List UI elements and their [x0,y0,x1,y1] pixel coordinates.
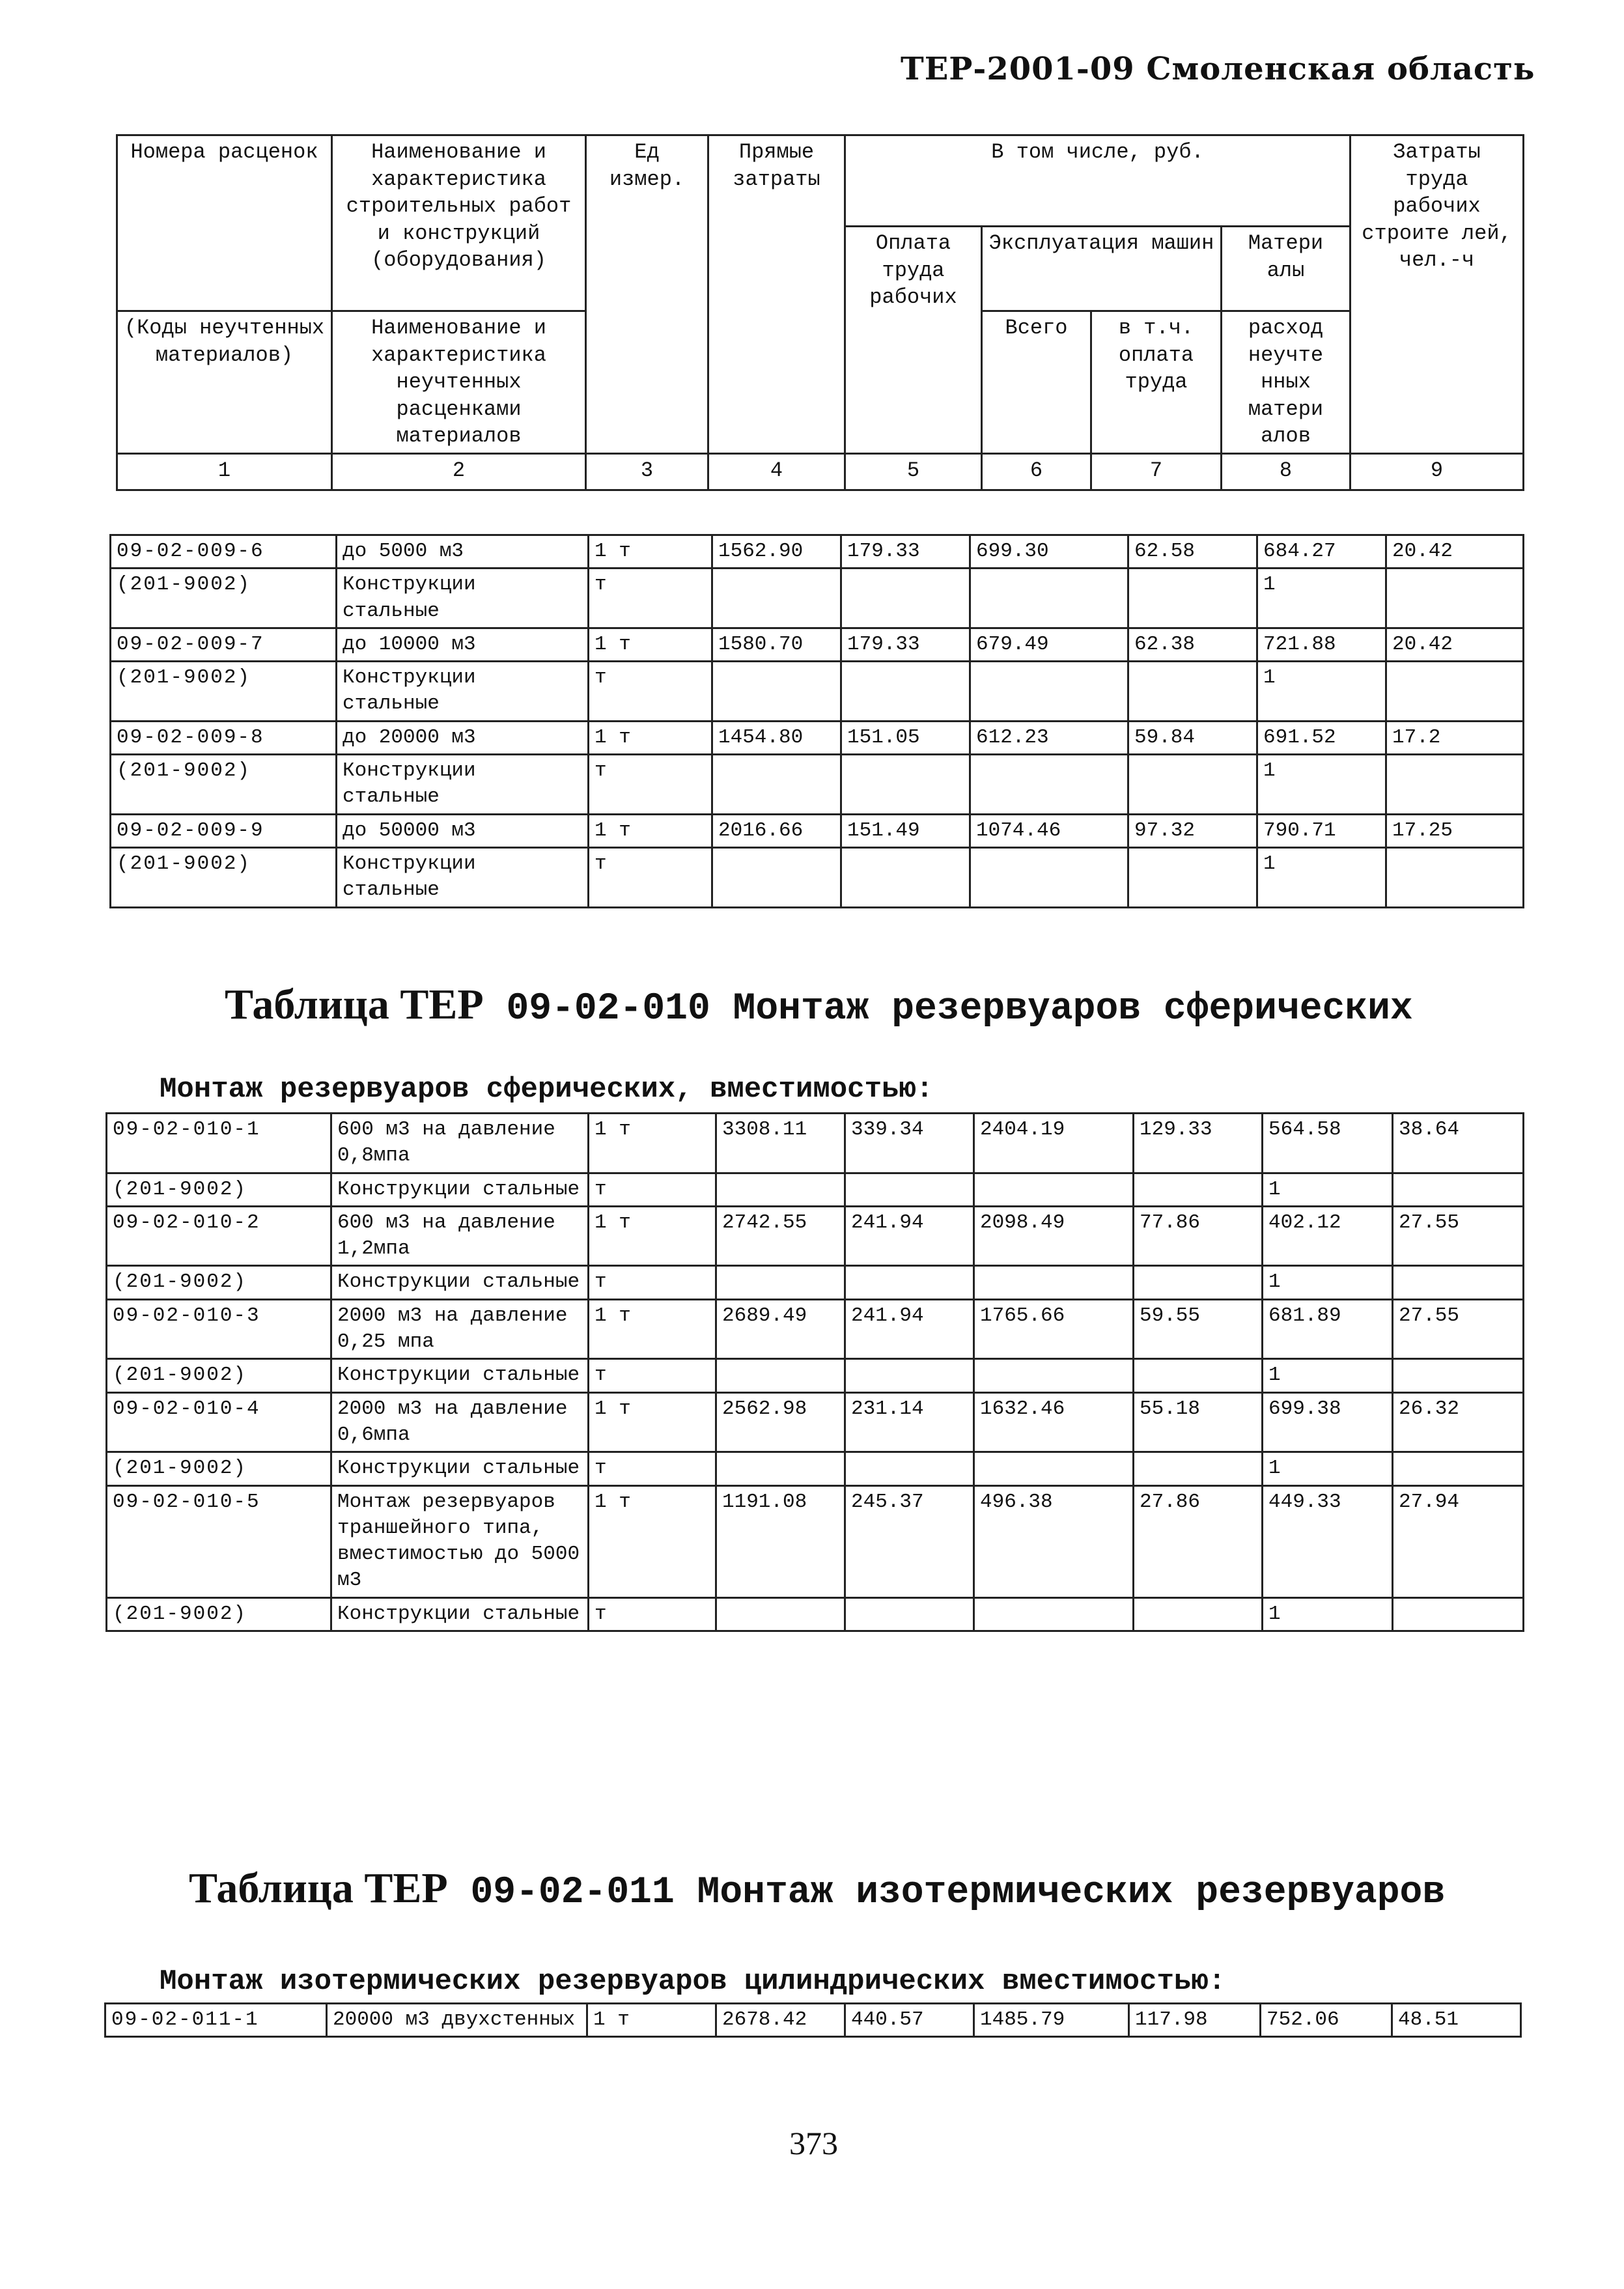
cell-hours [1393,1452,1524,1485]
cell-hours: 17.2 [1386,721,1524,754]
header-labor-hours: Затраты труда рабочих строите лей, чел.-ч [1351,135,1524,454]
cell-unit: т [589,755,712,815]
cell-code: 09-02-009-9 [111,814,337,847]
cell-code: (201-9002) [107,1173,331,1206]
cell-materials: 681.89 [1263,1299,1393,1359]
cell-machine-labor: 59.55 [1134,1299,1263,1359]
cell-labor: 241.94 [845,1299,974,1359]
cell-unit: 1 т [589,721,712,754]
cell-labor [845,1173,974,1206]
cell-unit: 1 т [589,1206,716,1266]
cell-hours [1393,1266,1524,1299]
cell-unit: т [589,1266,716,1299]
cell-machines [970,569,1128,628]
cell-unit: 1 т [589,1392,716,1452]
table-row [107,1114,1524,1173]
cell-machines: 2404.19 [974,1114,1134,1173]
cell-unit: 1 т [589,1299,716,1359]
cell-code: 09-02-011-1 [105,2004,327,2037]
cell-code: 09-02-010-4 [107,1392,331,1452]
table-body [107,1114,1524,1631]
table-row [107,1452,1524,1485]
cell-code: (201-9002) [111,569,337,628]
cell-code: 09-02-009-7 [111,628,337,661]
header-unit: Ед измер. [586,135,708,454]
cell-hours [1386,662,1524,722]
cell-hours: 27.55 [1393,1299,1524,1359]
cell-name: 2000 м3 на давление 0,6мпа [331,1392,589,1452]
cell-code: (201-9002) [111,847,337,907]
table-row [111,721,1524,754]
cell-machines [974,1266,1134,1299]
cell-direct [712,569,841,628]
column-number: 8 [1222,453,1351,490]
cell-code: 09-02-009-6 [111,535,337,569]
cell-labor: 231.14 [845,1392,974,1452]
cell-materials: 564.58 [1263,1114,1393,1173]
section-title-lead: Таблица ТЕР [225,981,484,1028]
cell-labor: 440.57 [845,2004,974,2037]
column-number: 3 [586,453,708,490]
cell-name: Конструкции стальные [337,569,589,628]
cell-unit: 1 т [589,1485,716,1597]
cell-materials: 691.52 [1257,721,1386,754]
cell-labor: 151.49 [841,814,970,847]
cell-machines [974,1597,1134,1631]
cell-code: (201-9002) [111,662,337,722]
cell-machines: 699.30 [970,535,1128,569]
cell-machines [974,1359,1134,1392]
cell-labor: 245.37 [845,1485,974,1597]
cell-direct: 2742.55 [716,1206,845,1266]
cell-machine-labor [1134,1452,1263,1485]
cell-machines [970,662,1128,722]
cell-name: 20000 м3 двухстенных [327,2004,587,2037]
cell-labor [845,1452,974,1485]
cell-machine-labor: 27.86 [1134,1485,1263,1597]
cell-materials: 1 [1263,1173,1393,1206]
cell-machines: 679.49 [970,628,1128,661]
table-row [105,2004,1521,2037]
header-material-consumption: расход неучте нных матери алов [1222,311,1351,454]
rates-table-09-02-009 [109,534,1524,908]
cell-unit: т [589,847,712,907]
cell-machine-labor [1134,1359,1263,1392]
cell-direct: 1562.90 [712,535,841,569]
cell-unit: т [589,1452,716,1485]
header-machine-labor: в т.ч. оплата труда [1091,311,1222,454]
header-material-name: Наименование и характеристика неучтенных расценками материалов [332,311,586,454]
section-title-09-02-010 [225,980,1413,1030]
table-row [111,755,1524,815]
cell-hours: 38.64 [1393,1114,1524,1173]
section-title-09-02-011 [189,1864,1445,1914]
cell-name: Конструкции стальные [331,1452,589,1485]
cell-materials: 1 [1257,662,1386,722]
table-row [111,814,1524,847]
cell-machine-labor: 59.84 [1128,721,1257,754]
cell-unit: 1 т [587,2004,716,2037]
column-number-row [117,453,1524,490]
table-row [111,569,1524,628]
cell-materials: 1 [1257,755,1386,815]
table-row [107,1173,1524,1206]
table-row [111,628,1524,661]
cell-hours: 27.94 [1393,1485,1524,1597]
cell-labor [841,755,970,815]
cell-unit: т [589,662,712,722]
cell-direct [716,1597,845,1631]
cell-hours [1393,1359,1524,1392]
cell-machines: 1765.66 [974,1299,1134,1359]
cell-name: до 10000 м3 [337,628,589,661]
section-title-lead: Таблица ТЕР [189,1864,448,1912]
cell-materials: 449.33 [1263,1485,1393,1597]
cell-hours [1386,569,1524,628]
cell-name: Конструкции стальные [331,1359,589,1392]
header-work-name: Наименование и характеристика строительных работ и конструкций (оборудования) [332,135,586,311]
cell-materials: 721.88 [1257,628,1386,661]
cell-machines [974,1452,1134,1485]
header-machine-total: Всего [982,311,1091,454]
cell-hours: 20.42 [1386,535,1524,569]
cell-machine-labor [1134,1597,1263,1631]
section-title-text: 09-02-011 Монтаж изотермических резервуаров [470,1872,1446,1914]
page-number: 373 [789,2125,838,2161]
table-row [107,1597,1524,1631]
header-rate-numbers-cont [117,227,332,311]
header-materials: Матери алы [1222,227,1351,311]
cell-materials: 1 [1263,1452,1393,1485]
cell-hours: 27.55 [1393,1206,1524,1266]
cell-code: 09-02-009-8 [111,721,337,754]
cell-direct: 2689.49 [716,1299,845,1359]
cell-direct: 1454.80 [712,721,841,754]
cell-machine-labor [1128,569,1257,628]
cell-labor [841,662,970,722]
cell-code: (201-9002) [107,1359,331,1392]
cell-labor: 179.33 [841,628,970,661]
cell-name: Монтаж резервуаров траншейного типа, вместимостью до 5000 м3 [331,1485,589,1597]
cell-name: 600 м3 на давление 1,2мпа [331,1206,589,1266]
table-row [107,1266,1524,1299]
cell-materials: 699.38 [1263,1392,1393,1452]
cell-labor: 151.05 [841,721,970,754]
cell-machines: 1632.46 [974,1392,1134,1452]
table-row [107,1485,1524,1597]
cell-machine-labor: 62.38 [1128,628,1257,661]
column-number: 4 [708,453,845,490]
table-row [111,535,1524,569]
cell-unit: т [589,1359,716,1392]
cell-name: Конструкции стальные [331,1173,589,1206]
cell-code: 09-02-010-1 [107,1114,331,1173]
cell-direct: 2678.42 [716,2004,845,2037]
column-number: 9 [1351,453,1524,490]
cell-machines [970,755,1128,815]
cell-machines [970,847,1128,907]
cell-code: (201-9002) [107,1452,331,1485]
cell-materials: 402.12 [1263,1206,1393,1266]
cell-unit: 1 т [589,1114,716,1173]
cell-hours: 20.42 [1386,628,1524,661]
cell-hours [1386,847,1524,907]
cell-unit: т [589,1597,716,1631]
cell-machine-labor [1134,1266,1263,1299]
cell-code: (201-9002) [107,1597,331,1631]
cell-machines: 612.23 [970,721,1128,754]
header-including-group: В том числе, руб. [845,135,1351,227]
cell-materials: 684.27 [1257,535,1386,569]
document-title: ТЕР-2001-09 Смоленская область [901,51,1535,87]
cell-labor [841,847,970,907]
cell-code: 09-02-010-2 [107,1206,331,1266]
cell-machines: 496.38 [974,1485,1134,1597]
cell-code: (201-9002) [111,755,337,815]
cell-labor [845,1266,974,1299]
cell-direct: 2016.66 [712,814,841,847]
cell-materials: 1 [1263,1597,1393,1631]
cell-direct: 2562.98 [716,1392,845,1452]
cell-direct [712,755,841,815]
column-number: 1 [117,453,332,490]
header-rate-numbers: Номера расценок [117,135,332,227]
cell-direct [716,1173,845,1206]
cell-machine-labor: 97.32 [1128,814,1257,847]
cell-name: Конструкции стальные [331,1597,589,1631]
cell-code: (201-9002) [107,1266,331,1299]
rates-table-09-02-011 [104,2002,1522,2038]
cell-unit: т [589,1173,716,1206]
cell-materials: 790.71 [1257,814,1386,847]
cell-name: до 5000 м3 [337,535,589,569]
cell-hours [1386,755,1524,815]
cell-machines: 1485.79 [974,2004,1129,2037]
cell-direct [716,1359,845,1392]
cell-materials: 1 [1263,1266,1393,1299]
cell-unit: т [589,569,712,628]
table-row [111,662,1524,722]
section-title-text: 09-02-010 Монтаж резервуаров сферических [506,988,1413,1030]
cell-machine-labor [1128,755,1257,815]
cell-labor [845,1597,974,1631]
cell-name: до 20000 м3 [337,721,589,754]
cell-machine-labor [1134,1173,1263,1206]
section-subtitle-09-02-010: Монтаж резервуаров сферических, вместимостью: [160,1073,934,1106]
cell-machines: 1074.46 [970,814,1128,847]
header-direct-costs: Прямые затраты [708,135,845,454]
cell-machine-labor: 55.18 [1134,1392,1263,1452]
cell-hours: 17.25 [1386,814,1524,847]
cell-code: 09-02-010-5 [107,1485,331,1597]
cell-hours: 26.32 [1393,1392,1524,1452]
cell-name: Конструкции стальные [337,755,589,815]
cell-name: Конструкции стальные [331,1266,589,1299]
header-machine-operation: Эксплуатация машин [982,227,1222,311]
table-row [107,1206,1524,1266]
cell-materials: 1 [1257,569,1386,628]
column-number: 6 [982,453,1091,490]
cell-name: до 50000 м3 [337,814,589,847]
cell-name: Конструкции стальные [337,847,589,907]
cell-materials: 1 [1263,1359,1393,1392]
cell-unit: 1 т [589,535,712,569]
cell-machines: 2098.49 [974,1206,1134,1266]
cell-machine-labor: 117.98 [1129,2004,1261,2037]
cell-unit: 1 т [589,814,712,847]
cell-name: 2000 м3 на давление 0,25 мпа [331,1299,589,1359]
cell-direct [716,1266,845,1299]
table-body [105,2004,1521,2037]
table-row [107,1359,1524,1392]
cell-labor: 241.94 [845,1206,974,1266]
cell-machine-labor: 77.86 [1134,1206,1263,1266]
table-row [107,1299,1524,1359]
cell-machine-labor: 129.33 [1134,1114,1263,1173]
table-body [111,535,1524,908]
column-number: 2 [332,453,586,490]
cell-machines [974,1173,1134,1206]
cell-machine-labor [1128,847,1257,907]
cell-direct [712,662,841,722]
cell-labor [845,1359,974,1392]
cell-hours: 48.51 [1392,2004,1521,2037]
rates-table-09-02-010 [105,1112,1524,1632]
cell-name: 600 м3 на давление 0,8мпа [331,1114,589,1173]
cell-direct [716,1452,845,1485]
cell-hours [1393,1597,1524,1631]
cell-materials: 1 [1257,847,1386,907]
cell-code: 09-02-010-3 [107,1299,331,1359]
cell-materials: 752.06 [1261,2004,1392,2037]
cell-labor: 339.34 [845,1114,974,1173]
cell-direct [712,847,841,907]
header-material-codes: (Коды неучтенных материалов) [117,311,332,454]
cell-unit: 1 т [589,628,712,661]
cell-hours [1393,1173,1524,1206]
cell-name: Конструкции стальные [337,662,589,722]
section-subtitle-09-02-011: Монтаж изотермических резервуаров цилиндрических вместимостью: [160,1965,1226,1998]
header-worker-pay: Оплата труда рабочих [845,227,982,454]
column-number: 5 [845,453,982,490]
cell-direct: 1580.70 [712,628,841,661]
cell-direct: 3308.11 [716,1114,845,1173]
table-row [111,847,1524,907]
column-header-table [116,134,1524,491]
cell-direct: 1191.08 [716,1485,845,1597]
cell-labor: 179.33 [841,535,970,569]
cell-machine-labor: 62.58 [1128,535,1257,569]
cell-machine-labor [1128,662,1257,722]
table-row [107,1392,1524,1452]
cell-labor [841,569,970,628]
column-number: 7 [1091,453,1222,490]
